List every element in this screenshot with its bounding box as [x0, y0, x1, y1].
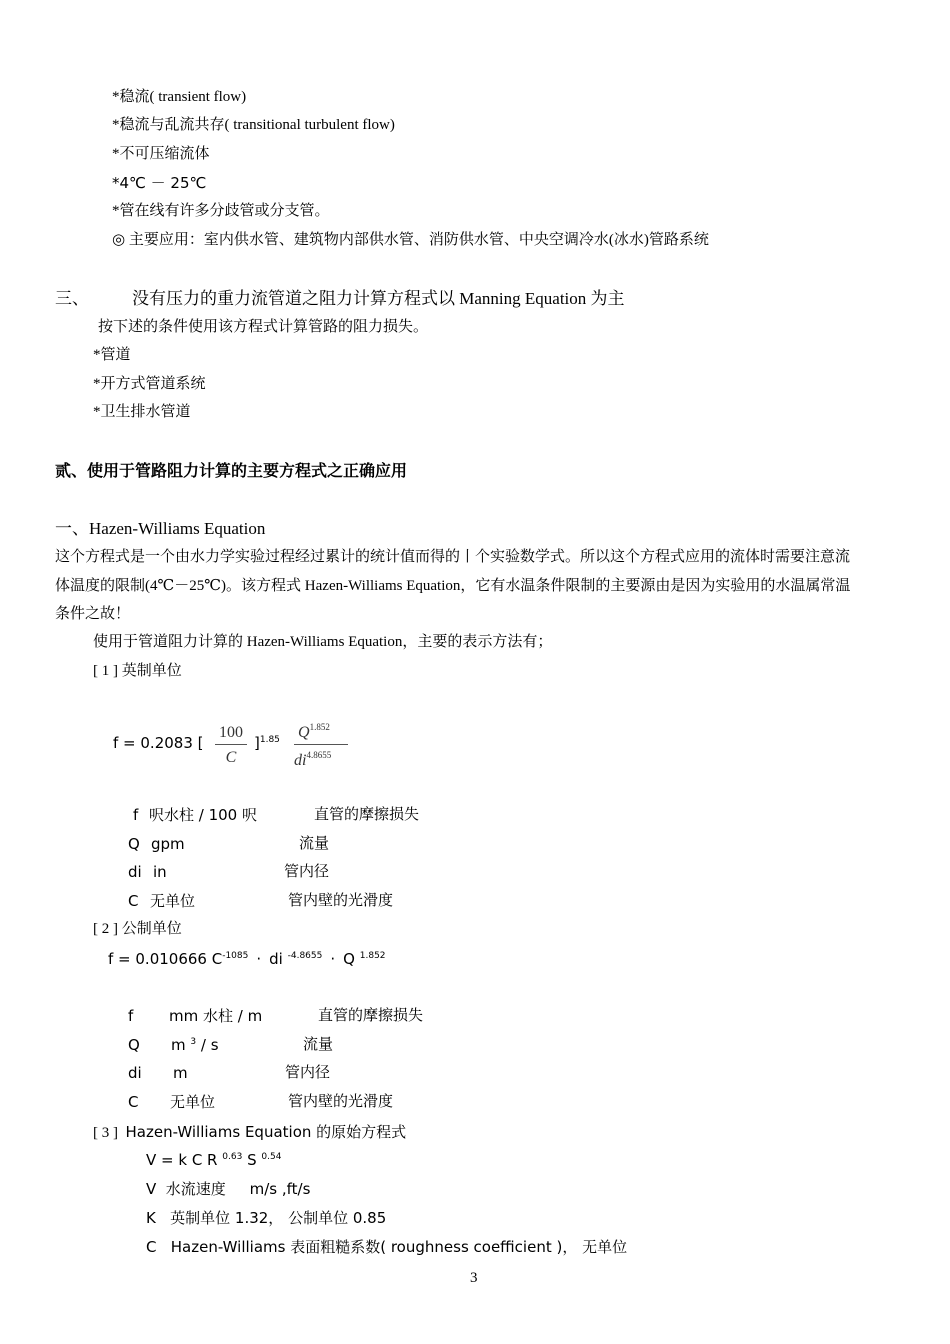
english-formula-lhs: f = 0.2083 [ [113, 734, 204, 752]
var-desc: 管内径 [285, 1065, 331, 1081]
label-bracket: [ 3 ] [93, 1125, 118, 1141]
section-item: *开方式管道系统 [93, 376, 206, 392]
fraction-numerator: 100 [219, 724, 243, 741]
chapter-heading: 贰、使用于管路阻力计算的主要方程式之正确应用 [55, 461, 408, 480]
page-number: 3 [470, 1270, 478, 1286]
section-number: 三、 [55, 289, 89, 308]
unit-tail: / s [196, 1036, 219, 1054]
var-symbol: di [128, 863, 142, 881]
var-symbol: Q [128, 835, 140, 853]
var-desc: 流量 [303, 1037, 334, 1053]
var-desc: 管内壁的光滑度 [288, 1094, 394, 1110]
hw-paragraph-line: 条件之故！ [55, 606, 131, 622]
hw-usage: 使用于管道阻力计算的 Hazen-Williams Equation，主要的表示方法有； [93, 634, 553, 650]
var-desc: 直管的摩擦损失 [318, 1008, 424, 1024]
var-symbol: di [128, 1064, 142, 1082]
definition-k: K 英制单位 1.32， 公制单位 0.85 [146, 1209, 387, 1227]
main-application-note: ◎ 主要应用：室内供水管、建筑物内部供水管、消防供水管、中央空调冷水(冰水)管路系统 [112, 232, 709, 248]
var-symbol: f [128, 1007, 134, 1025]
exponent: 1.85 [259, 735, 280, 745]
s-exponent: 0.54 [261, 1152, 282, 1162]
bracket-close: ] [254, 734, 260, 752]
metric-formula [108, 952, 386, 967]
list-item-temperature: *4℃ － 25℃ [112, 174, 207, 192]
english-units-label: [ 1 ] 英制单位 [93, 663, 182, 679]
section-intro: 按下述的条件使用该方程式计算管路的阻力损失。 [98, 319, 429, 335]
di-exponent: -4.8655 [287, 951, 323, 961]
list-item-incompressible: *不可压缩流体 [112, 146, 210, 162]
c-exponent: -1085 [222, 951, 249, 961]
var-desc: 管内壁的光滑度 [288, 893, 394, 909]
multiply-dot: · [330, 950, 336, 968]
original-formula [146, 1153, 281, 1168]
multiply-dot: · [256, 950, 262, 968]
formula-f-part: f = 0.010666 C [108, 950, 223, 968]
list-item-transitional: *稳流与乱流共存( transitional turbulent flow) [112, 117, 395, 133]
formula-a: V = k C R [146, 1151, 218, 1169]
hw-paragraph-line: 这个方程式是一个由水力学实验过程经过累计的统计值而得的丨个实验数学式。所以这个方程式应用的流体时需要注意流 [55, 549, 851, 565]
metric-units-label: [ 2 ] 公制单位 [93, 921, 182, 937]
var-symbol: Q [128, 1036, 140, 1054]
var-symbol: C [128, 892, 139, 910]
hw-paragraph-line: 体温度的限制(4℃－25℃)。该方程式 Hazen-Williams Equation，它有水温条件限制的主要源由是因为实验用的水温属常温 [55, 577, 851, 594]
q-symbol: Q [298, 724, 310, 741]
r-exponent: 0.63 [222, 1152, 243, 1162]
q-exponent: 1.852 [359, 951, 386, 961]
fraction-bar [294, 744, 348, 745]
var-unit: 无单位 [170, 1093, 216, 1111]
var-desc: 流量 [299, 836, 330, 852]
list-item-transient: *稳流( transient flow) [112, 89, 247, 105]
original-equation-label [93, 1125, 406, 1141]
section-item: *管道 [93, 347, 131, 363]
section-item: *卫生排水管道 [93, 404, 191, 420]
var-unit: in [153, 863, 167, 881]
var-unit: mm 水柱 / m [169, 1007, 263, 1025]
var-unit: 呎水柱 / 100 呎 [149, 806, 257, 824]
var-unit: 无单位 [150, 892, 196, 910]
var-desc: 直管的摩擦损失 [314, 807, 420, 823]
definition-c: C Hazen-Williams 表面粗糙系数( roughness coefficient )， 无单位 [146, 1238, 628, 1256]
unit-base: m [171, 1036, 186, 1054]
di-exponent: 4.8655 [306, 750, 332, 760]
hw-paragraph [55, 543, 900, 629]
definition-v: V 水流速度 m/s ,ft/s [146, 1180, 311, 1198]
var-unit: m [173, 1064, 188, 1082]
di-symbol: di [294, 752, 307, 769]
fraction-denominator-di [294, 750, 350, 770]
label-text: Hazen-Williams Equation 的原始方程式 [125, 1123, 407, 1141]
formula-b: S [247, 1151, 257, 1169]
fraction-denominator: C [225, 749, 237, 766]
q-exponent: 1.852 [309, 722, 330, 732]
formula-q-part: Q [343, 950, 355, 968]
var-unit [171, 1038, 219, 1053]
english-formula-bracket [254, 736, 280, 751]
subsection-heading: 一、Hazen-Williams Equation [55, 519, 266, 538]
formula-di-part: di [269, 950, 283, 968]
var-desc: 管内径 [284, 864, 330, 880]
fraction-bar [215, 744, 247, 745]
unit-exponent: 3 [190, 1037, 197, 1047]
list-item-branches: *管在线有许多分歧管或分支管。 [112, 203, 330, 219]
fraction-numerator-q [292, 722, 348, 742]
var-unit: gpm [151, 835, 185, 853]
var-symbol: C [128, 1093, 139, 1111]
var-symbol: f [133, 806, 139, 824]
section-title: 没有压力的重力流管道之阻力计算方程式以 Manning Equation 为主 [132, 289, 625, 308]
